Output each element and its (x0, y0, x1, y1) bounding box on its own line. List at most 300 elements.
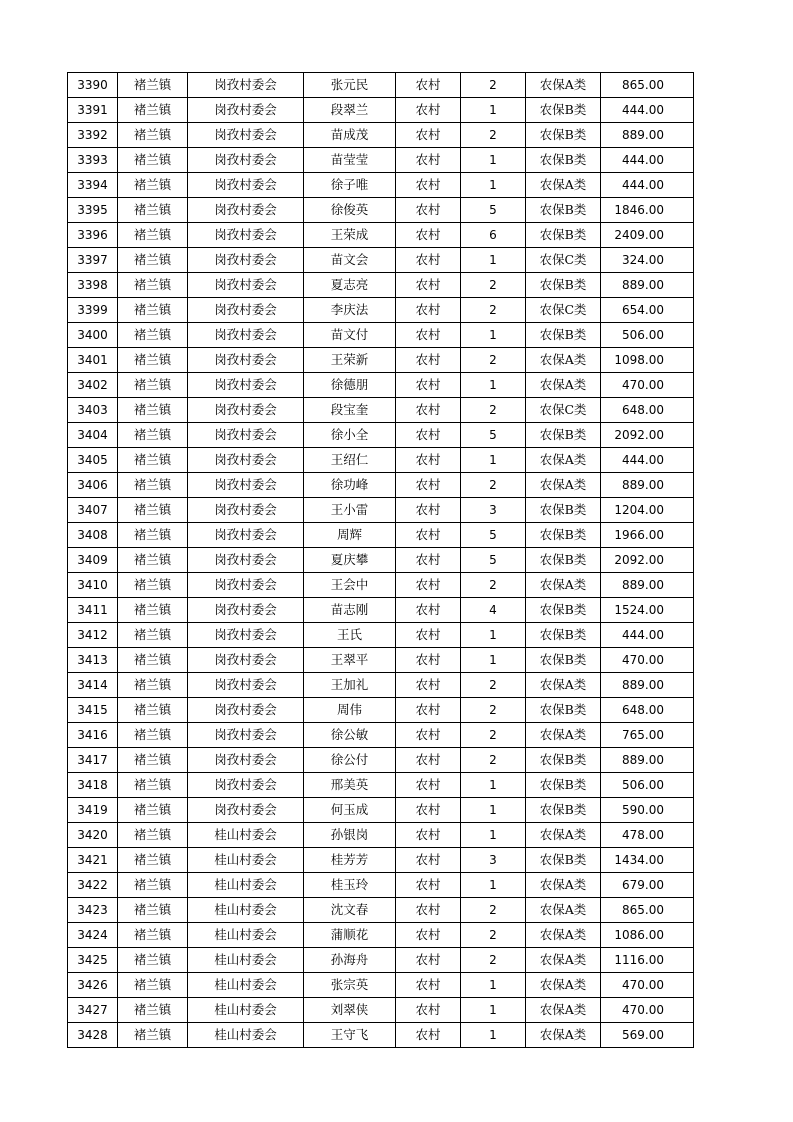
town-cell: 褚兰镇 (118, 198, 188, 223)
household-type-cell: 农村 (396, 573, 461, 598)
family-size-cell: 1 (461, 873, 526, 898)
town-cell: 褚兰镇 (118, 923, 188, 948)
row-number-cell: 3409 (68, 548, 118, 573)
amount-cell: 1846.00 (601, 198, 694, 223)
family-size-cell: 1 (461, 773, 526, 798)
category-cell: 农保B类 (526, 698, 601, 723)
row-number-cell: 3402 (68, 373, 118, 398)
name-cell: 张元民 (304, 73, 396, 98)
row-number-cell: 3398 (68, 273, 118, 298)
row-number-cell: 3405 (68, 448, 118, 473)
household-type-cell: 农村 (396, 498, 461, 523)
table-row (68, 298, 694, 323)
table-row (68, 398, 694, 423)
table-row (68, 773, 694, 798)
category-cell: 农保A类 (526, 1023, 601, 1048)
family-size-cell: 5 (461, 423, 526, 448)
family-size-cell: 2 (461, 948, 526, 973)
row-number-cell: 3427 (68, 998, 118, 1023)
amount-cell: 470.00 (601, 373, 694, 398)
table-row (68, 948, 694, 973)
row-number-cell: 3413 (68, 648, 118, 673)
table-row (68, 198, 694, 223)
village-committee-cell: 桂山村委会 (188, 823, 304, 848)
row-number-cell: 3393 (68, 148, 118, 173)
amount-cell: 444.00 (601, 623, 694, 648)
table-row (68, 448, 694, 473)
household-type-cell: 农村 (396, 923, 461, 948)
table-row (68, 523, 694, 548)
village-committee-cell: 岗孜村委会 (188, 648, 304, 673)
town-cell: 褚兰镇 (118, 648, 188, 673)
village-committee-cell: 桂山村委会 (188, 898, 304, 923)
village-committee-cell: 桂山村委会 (188, 848, 304, 873)
name-cell: 李庆法 (304, 298, 396, 323)
town-cell: 褚兰镇 (118, 698, 188, 723)
category-cell: 农保B类 (526, 223, 601, 248)
row-number-cell: 3417 (68, 748, 118, 773)
category-cell: 农保B类 (526, 798, 601, 823)
family-size-cell: 2 (461, 398, 526, 423)
household-type-cell: 农村 (396, 998, 461, 1023)
household-type-cell: 农村 (396, 873, 461, 898)
amount-cell: 590.00 (601, 798, 694, 823)
category-cell: 农保A类 (526, 173, 601, 198)
family-size-cell: 2 (461, 73, 526, 98)
town-cell: 褚兰镇 (118, 148, 188, 173)
row-number-cell: 3404 (68, 423, 118, 448)
family-size-cell: 1 (461, 1023, 526, 1048)
amount-cell: 889.00 (601, 473, 694, 498)
town-cell: 褚兰镇 (118, 773, 188, 798)
family-size-cell: 4 (461, 598, 526, 623)
amount-cell: 679.00 (601, 873, 694, 898)
village-committee-cell: 岗孜村委会 (188, 673, 304, 698)
name-cell: 苗文会 (304, 248, 396, 273)
row-number-cell: 3394 (68, 173, 118, 198)
row-number-cell: 3411 (68, 598, 118, 623)
amount-cell: 865.00 (601, 898, 694, 923)
village-committee-cell: 岗孜村委会 (188, 748, 304, 773)
family-size-cell: 6 (461, 223, 526, 248)
category-cell: 农保B类 (526, 648, 601, 673)
name-cell: 何玉成 (304, 798, 396, 823)
row-number-cell: 3425 (68, 948, 118, 973)
family-size-cell: 2 (461, 723, 526, 748)
row-number-cell: 3406 (68, 473, 118, 498)
table-row (68, 323, 694, 348)
category-cell: 农保C类 (526, 298, 601, 323)
amount-cell: 2409.00 (601, 223, 694, 248)
table-row (68, 598, 694, 623)
amount-cell: 765.00 (601, 723, 694, 748)
town-cell: 褚兰镇 (118, 873, 188, 898)
village-committee-cell: 岗孜村委会 (188, 698, 304, 723)
name-cell: 王翠平 (304, 648, 396, 673)
name-cell: 徐公付 (304, 748, 396, 773)
household-type-cell: 农村 (396, 1023, 461, 1048)
town-cell: 褚兰镇 (118, 98, 188, 123)
household-type-cell: 农村 (396, 223, 461, 248)
table-row (68, 498, 694, 523)
village-committee-cell: 岗孜村委会 (188, 523, 304, 548)
row-number-cell: 3423 (68, 898, 118, 923)
row-number-cell: 3407 (68, 498, 118, 523)
row-number-cell: 3422 (68, 873, 118, 898)
category-cell: 农保B类 (526, 848, 601, 873)
amount-cell: 889.00 (601, 273, 694, 298)
family-size-cell: 1 (461, 623, 526, 648)
row-number-cell: 3391 (68, 98, 118, 123)
amount-cell: 324.00 (601, 248, 694, 273)
town-cell: 褚兰镇 (118, 523, 188, 548)
name-cell: 周辉 (304, 523, 396, 548)
table-row (68, 423, 694, 448)
family-size-cell: 3 (461, 498, 526, 523)
table-row (68, 798, 694, 823)
household-type-cell: 农村 (396, 698, 461, 723)
amount-cell: 444.00 (601, 448, 694, 473)
family-size-cell: 1 (461, 823, 526, 848)
table-row (68, 248, 694, 273)
amount-cell: 470.00 (601, 648, 694, 673)
family-size-cell: 2 (461, 748, 526, 773)
table-row (68, 898, 694, 923)
family-size-cell: 1 (461, 798, 526, 823)
family-size-cell: 1 (461, 173, 526, 198)
amount-cell: 648.00 (601, 398, 694, 423)
amount-cell: 470.00 (601, 998, 694, 1023)
row-number-cell: 3414 (68, 673, 118, 698)
town-cell: 褚兰镇 (118, 798, 188, 823)
name-cell: 邢美英 (304, 773, 396, 798)
name-cell: 段宝奎 (304, 398, 396, 423)
town-cell: 褚兰镇 (118, 448, 188, 473)
table-row (68, 673, 694, 698)
village-committee-cell: 岗孜村委会 (188, 798, 304, 823)
category-cell: 农保B类 (526, 623, 601, 648)
village-committee-cell: 桂山村委会 (188, 873, 304, 898)
name-cell: 王加礼 (304, 673, 396, 698)
family-size-cell: 5 (461, 548, 526, 573)
name-cell: 夏志亮 (304, 273, 396, 298)
household-type-cell: 农村 (396, 823, 461, 848)
category-cell: 农保A类 (526, 923, 601, 948)
town-cell: 褚兰镇 (118, 73, 188, 98)
household-type-cell: 农村 (396, 298, 461, 323)
household-type-cell: 农村 (396, 623, 461, 648)
table-row (68, 273, 694, 298)
table-row (68, 873, 694, 898)
village-committee-cell: 岗孜村委会 (188, 123, 304, 148)
row-number-cell: 3428 (68, 1023, 118, 1048)
row-number-cell: 3390 (68, 73, 118, 98)
row-number-cell: 3426 (68, 973, 118, 998)
table-row (68, 73, 694, 98)
family-size-cell: 2 (461, 898, 526, 923)
table-row (68, 998, 694, 1023)
town-cell: 褚兰镇 (118, 898, 188, 923)
row-number-cell: 3412 (68, 623, 118, 648)
village-committee-cell: 岗孜村委会 (188, 248, 304, 273)
name-cell: 孙银岗 (304, 823, 396, 848)
table-row (68, 223, 694, 248)
name-cell: 王小雷 (304, 498, 396, 523)
row-number-cell: 3410 (68, 573, 118, 598)
amount-cell: 648.00 (601, 698, 694, 723)
category-cell: 农保B类 (526, 273, 601, 298)
family-size-cell: 2 (461, 273, 526, 298)
household-type-cell: 农村 (396, 523, 461, 548)
table-row (68, 548, 694, 573)
category-cell: 农保B类 (526, 598, 601, 623)
category-cell: 农保A类 (526, 348, 601, 373)
amount-cell: 1966.00 (601, 523, 694, 548)
town-cell: 褚兰镇 (118, 673, 188, 698)
town-cell: 褚兰镇 (118, 323, 188, 348)
category-cell: 农保B类 (526, 323, 601, 348)
village-committee-cell: 岗孜村委会 (188, 473, 304, 498)
family-size-cell: 1 (461, 648, 526, 673)
family-size-cell: 1 (461, 323, 526, 348)
category-cell: 农保A类 (526, 473, 601, 498)
category-cell: 农保B类 (526, 498, 601, 523)
village-committee-cell: 岗孜村委会 (188, 573, 304, 598)
name-cell: 桂芳芳 (304, 848, 396, 873)
household-type-cell: 农村 (396, 173, 461, 198)
name-cell: 王氏 (304, 623, 396, 648)
town-cell: 褚兰镇 (118, 623, 188, 648)
amount-cell: 1524.00 (601, 598, 694, 623)
village-committee-cell: 岗孜村委会 (188, 398, 304, 423)
village-committee-cell: 岗孜村委会 (188, 373, 304, 398)
household-type-cell: 农村 (396, 148, 461, 173)
town-cell: 褚兰镇 (118, 1023, 188, 1048)
household-type-cell: 农村 (396, 798, 461, 823)
household-type-cell: 农村 (396, 723, 461, 748)
village-committee-cell: 岗孜村委会 (188, 723, 304, 748)
row-number-cell: 3424 (68, 923, 118, 948)
category-cell: 农保B类 (526, 748, 601, 773)
amount-cell: 889.00 (601, 123, 694, 148)
family-size-cell: 3 (461, 848, 526, 873)
category-cell: 农保C类 (526, 248, 601, 273)
amount-cell: 2092.00 (601, 423, 694, 448)
family-size-cell: 2 (461, 673, 526, 698)
town-cell: 褚兰镇 (118, 748, 188, 773)
household-type-cell: 农村 (396, 248, 461, 273)
category-cell: 农保A类 (526, 898, 601, 923)
town-cell: 褚兰镇 (118, 273, 188, 298)
town-cell: 褚兰镇 (118, 998, 188, 1023)
town-cell: 褚兰镇 (118, 373, 188, 398)
family-size-cell: 1 (461, 248, 526, 273)
household-type-cell: 农村 (396, 673, 461, 698)
category-cell: 农保B类 (526, 123, 601, 148)
household-type-cell: 农村 (396, 973, 461, 998)
household-type-cell: 农村 (396, 748, 461, 773)
family-size-cell: 5 (461, 523, 526, 548)
town-cell: 褚兰镇 (118, 948, 188, 973)
amount-cell: 444.00 (601, 173, 694, 198)
amount-cell: 470.00 (601, 973, 694, 998)
village-committee-cell: 岗孜村委会 (188, 548, 304, 573)
family-size-cell: 1 (461, 998, 526, 1023)
table-row (68, 473, 694, 498)
table-row (68, 123, 694, 148)
name-cell: 徐德朋 (304, 373, 396, 398)
name-cell: 徐俊英 (304, 198, 396, 223)
category-cell: 农保A类 (526, 573, 601, 598)
table-body (68, 73, 694, 1048)
household-type-cell: 农村 (396, 648, 461, 673)
town-cell: 褚兰镇 (118, 298, 188, 323)
name-cell: 苗志刚 (304, 598, 396, 623)
row-number-cell: 3408 (68, 523, 118, 548)
village-committee-cell: 岗孜村委会 (188, 223, 304, 248)
village-committee-cell: 岗孜村委会 (188, 198, 304, 223)
table-row (68, 148, 694, 173)
table-row (68, 348, 694, 373)
town-cell: 褚兰镇 (118, 398, 188, 423)
amount-cell: 865.00 (601, 73, 694, 98)
amount-cell: 569.00 (601, 1023, 694, 1048)
town-cell: 褚兰镇 (118, 173, 188, 198)
household-type-cell: 农村 (396, 123, 461, 148)
category-cell: 农保B类 (526, 148, 601, 173)
name-cell: 徐小全 (304, 423, 396, 448)
village-committee-cell: 岗孜村委会 (188, 623, 304, 648)
name-cell: 周伟 (304, 698, 396, 723)
household-type-cell: 农村 (396, 348, 461, 373)
name-cell: 徐子唯 (304, 173, 396, 198)
village-committee-cell: 岗孜村委会 (188, 423, 304, 448)
row-number-cell: 3399 (68, 298, 118, 323)
village-committee-cell: 岗孜村委会 (188, 73, 304, 98)
family-size-cell: 1 (461, 148, 526, 173)
town-cell: 褚兰镇 (118, 223, 188, 248)
table-row (68, 573, 694, 598)
town-cell: 褚兰镇 (118, 723, 188, 748)
household-type-cell: 农村 (396, 598, 461, 623)
amount-cell: 478.00 (601, 823, 694, 848)
category-cell: 农保A类 (526, 73, 601, 98)
household-type-cell: 农村 (396, 373, 461, 398)
amount-cell: 1116.00 (601, 948, 694, 973)
table-row (68, 848, 694, 873)
category-cell: 农保A类 (526, 973, 601, 998)
category-cell: 农保A类 (526, 998, 601, 1023)
name-cell: 刘翠侠 (304, 998, 396, 1023)
table-row (68, 698, 694, 723)
amount-cell: 506.00 (601, 323, 694, 348)
row-number-cell: 3396 (68, 223, 118, 248)
name-cell: 王会中 (304, 573, 396, 598)
row-number-cell: 3419 (68, 798, 118, 823)
table-row (68, 173, 694, 198)
village-committee-cell: 桂山村委会 (188, 948, 304, 973)
family-size-cell: 2 (461, 123, 526, 148)
category-cell: 农保B类 (526, 98, 601, 123)
town-cell: 褚兰镇 (118, 973, 188, 998)
category-cell: 农保A类 (526, 673, 601, 698)
name-cell: 苗成茂 (304, 123, 396, 148)
village-committee-cell: 桂山村委会 (188, 1023, 304, 1048)
row-number-cell: 3421 (68, 848, 118, 873)
amount-cell: 889.00 (601, 573, 694, 598)
village-committee-cell: 岗孜村委会 (188, 98, 304, 123)
household-type-cell: 农村 (396, 898, 461, 923)
category-cell: 农保A类 (526, 873, 601, 898)
name-cell: 孙海舟 (304, 948, 396, 973)
row-number-cell: 3418 (68, 773, 118, 798)
row-number-cell: 3400 (68, 323, 118, 348)
family-size-cell: 2 (461, 573, 526, 598)
village-committee-cell: 岗孜村委会 (188, 173, 304, 198)
household-type-cell: 农村 (396, 473, 461, 498)
table-row (68, 648, 694, 673)
name-cell: 张宗英 (304, 973, 396, 998)
row-number-cell: 3420 (68, 823, 118, 848)
amount-cell: 444.00 (601, 98, 694, 123)
household-type-cell: 农村 (396, 423, 461, 448)
table-row (68, 98, 694, 123)
family-size-cell: 2 (461, 348, 526, 373)
amount-cell: 444.00 (601, 148, 694, 173)
household-type-cell: 农村 (396, 848, 461, 873)
family-size-cell: 1 (461, 448, 526, 473)
town-cell: 褚兰镇 (118, 473, 188, 498)
town-cell: 褚兰镇 (118, 423, 188, 448)
amount-cell: 506.00 (601, 773, 694, 798)
amount-cell: 654.00 (601, 298, 694, 323)
row-number-cell: 3401 (68, 348, 118, 373)
table-row (68, 923, 694, 948)
name-cell: 蒲顺花 (304, 923, 396, 948)
category-cell: 农保B类 (526, 773, 601, 798)
town-cell: 褚兰镇 (118, 598, 188, 623)
name-cell: 王绍仁 (304, 448, 396, 473)
category-cell: 农保A类 (526, 823, 601, 848)
village-committee-cell: 岗孜村委会 (188, 448, 304, 473)
name-cell: 桂玉玲 (304, 873, 396, 898)
category-cell: 农保B类 (526, 523, 601, 548)
household-type-cell: 农村 (396, 773, 461, 798)
family-size-cell: 5 (461, 198, 526, 223)
name-cell: 王守飞 (304, 1023, 396, 1048)
name-cell: 王荣成 (304, 223, 396, 248)
household-type-cell: 农村 (396, 273, 461, 298)
category-cell: 农保A类 (526, 948, 601, 973)
family-size-cell: 2 (461, 473, 526, 498)
amount-cell: 889.00 (601, 673, 694, 698)
amount-cell: 1086.00 (601, 923, 694, 948)
table-row (68, 723, 694, 748)
town-cell: 褚兰镇 (118, 498, 188, 523)
category-cell: 农保B类 (526, 548, 601, 573)
row-number-cell: 3416 (68, 723, 118, 748)
household-type-cell: 农村 (396, 73, 461, 98)
household-type-cell: 农村 (396, 548, 461, 573)
town-cell: 褚兰镇 (118, 848, 188, 873)
category-cell: 农保C类 (526, 398, 601, 423)
village-committee-cell: 岗孜村委会 (188, 148, 304, 173)
village-committee-cell: 岗孜村委会 (188, 498, 304, 523)
category-cell: 农保B类 (526, 198, 601, 223)
household-type-cell: 农村 (396, 98, 461, 123)
village-committee-cell: 桂山村委会 (188, 973, 304, 998)
village-committee-cell: 桂山村委会 (188, 998, 304, 1023)
